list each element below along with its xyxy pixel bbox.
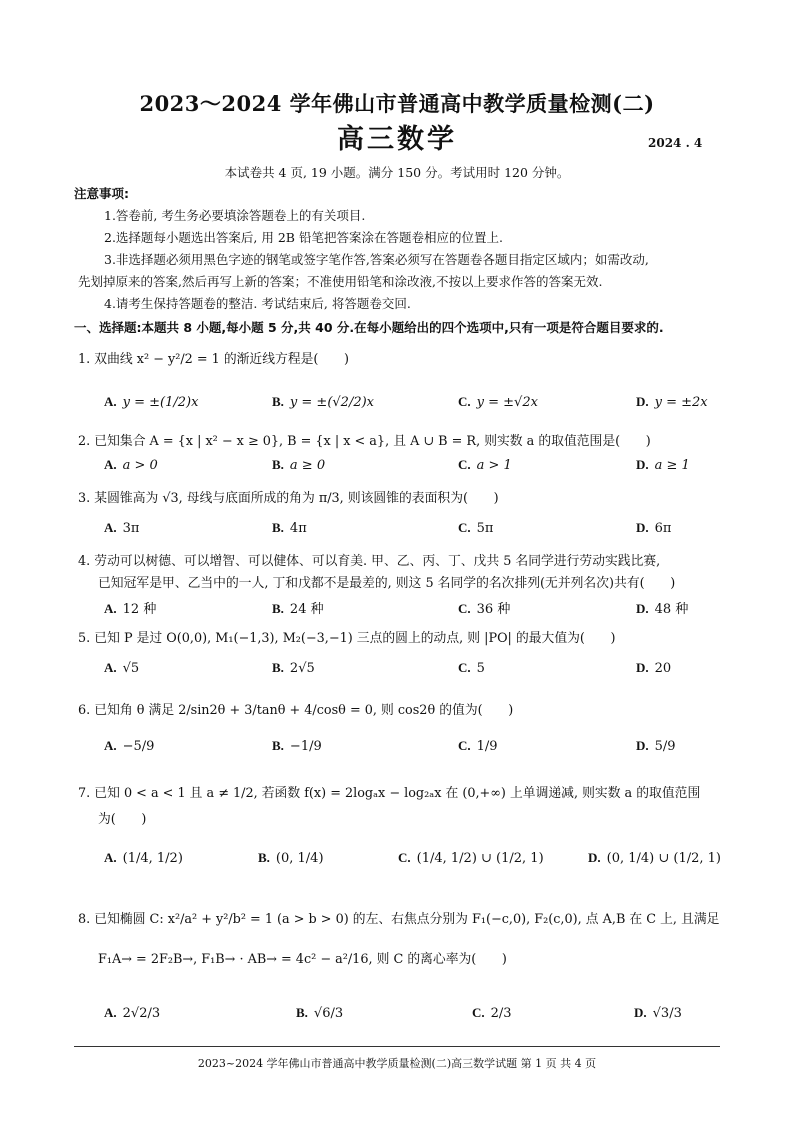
option-3b	[272, 520, 307, 536]
question-7	[78, 782, 700, 801]
note-2: 2.选择题每小题选出答案后, 用 2B 铅笔把答案涂在答题卷相应的位置上.	[104, 230, 503, 245]
option-label: D.	[588, 850, 601, 865]
option-label: B.	[272, 520, 284, 535]
note-3: 3.非选择题必须用黑色字迹的钢笔或签字笔作答,答案必须写在答题卷各题目指定区域内；如需改动,	[104, 252, 649, 267]
option-text: 5π	[476, 521, 494, 536]
option-label: C.	[458, 394, 471, 409]
option-8a	[104, 1005, 160, 1021]
option-text: y = ±(√2/2)x	[289, 395, 374, 410]
question-4	[78, 550, 660, 569]
option-text: 48 种	[654, 602, 689, 617]
option-label: C.	[458, 520, 471, 535]
option-text: −1/9	[289, 739, 322, 754]
question-text: 劳动可以树德、可以增智、可以健体、可以育美. 甲、乙、丙、丁、戊共 5 名同学进行劳动实践比赛,	[94, 554, 661, 569]
question-number: 6.	[78, 703, 91, 718]
option-label: B.	[272, 601, 284, 616]
option-text: 12 种	[122, 602, 157, 617]
question-5	[78, 627, 616, 646]
option-text: y = ±(1/2)x	[122, 395, 199, 410]
option-label: B.	[272, 394, 284, 409]
option-5d	[636, 660, 671, 676]
option-text: 2/3	[490, 1006, 512, 1021]
option-label: D.	[636, 601, 649, 616]
option-text: 4π	[289, 521, 307, 536]
option-text: (0, 1/4)	[275, 851, 324, 866]
option-label: A.	[104, 850, 117, 865]
page-footer: 2023~2024 学年佛山市普通高中教学质量检测(二)高三数学试题 第 1 页 共 4 页	[197, 1057, 597, 1070]
option-text: 6π	[654, 521, 672, 536]
option-7a	[104, 850, 183, 866]
exam-title: 2023～2024 学年佛山市普通高中教学质量检测(二)	[139, 91, 655, 116]
question-text: 已知集合 A = {x | x² − x ≥ 0}, B = {x | x < a}, 且 A ∪ B = R, 则实数 a 的取值范围是( )	[94, 434, 651, 449]
option-label: C.	[458, 601, 471, 616]
question-text: 已知角 θ 满足 2/sin2θ + 3/tanθ + 4/cosθ = 0, 则 cos2θ 的值为( )	[94, 703, 514, 718]
question-text: 已知 0 < a < 1 且 a ≠ 1/2, 若函数 f(x) = 2logₐx − log₂ₐx 在 (0,+∞) 上单调递减, 则实数 a 的取值范围	[94, 786, 701, 801]
option-text: (1/4, 1/2) ∪ (1/2, 1)	[416, 851, 544, 866]
question-8	[78, 908, 719, 927]
option-8d	[634, 1005, 682, 1021]
question-number: 5.	[78, 631, 91, 646]
option-4b	[272, 598, 324, 617]
notes-heading: 注意事项:	[74, 186, 129, 201]
option-7b	[258, 850, 324, 866]
option-3c	[458, 520, 493, 536]
option-5a	[104, 660, 139, 676]
exam-intro: 本试卷共 4 页, 19 小题。满分 150 分。考试用时 120 分钟。	[224, 165, 570, 180]
option-7c	[398, 850, 544, 866]
option-text: √5	[122, 661, 140, 676]
footer-divider	[74, 1046, 720, 1047]
option-text: y = ±2x	[654, 395, 708, 410]
option-label: C.	[398, 850, 411, 865]
option-1b	[272, 394, 374, 410]
question-text: 某圆锥高为 √3, 母线与底面所成的角为 π/3, 则该圆锥的表面积为( )	[94, 491, 499, 506]
option-label: D.	[636, 394, 649, 409]
question-number: 2.	[78, 434, 91, 449]
option-label: B.	[258, 850, 270, 865]
question-text: 双曲线 x² − y²/2 = 1 的渐近线方程是( )	[94, 352, 349, 367]
option-text: √6/3	[313, 1006, 344, 1021]
option-3d	[636, 520, 671, 536]
question-number: 8.	[78, 912, 91, 927]
option-label: A.	[104, 520, 117, 535]
option-6c	[458, 738, 498, 754]
option-1a	[104, 394, 198, 410]
question-number: 4.	[78, 554, 91, 569]
option-text: a > 0	[122, 458, 158, 473]
option-text: 1/9	[476, 739, 498, 754]
question-3	[78, 487, 499, 506]
question-8-cont: F₁A→ = 2F₂B→, F₁B→ · AB→ = 4c² − a²/16, 则 C 的离心率为( )	[98, 952, 507, 967]
question-4-cont: 已知冠军是甲、乙当中的一人, 丁和戊都不是最差的, 则这 5 名同学的名次排列(无并列名次)共有( )	[98, 576, 676, 591]
question-text: 已知 P 是过 O(0,0), M₁(−1,3), M₂(−3,−1) 三点的圆上的动点, 则 |PO| 的最大值为( )	[94, 631, 616, 646]
option-2d	[636, 457, 690, 473]
question-text: 已知椭圆 C: x²/a² + y²/b² = 1 (a > b > 0) 的左、右焦点分别为 F₁(−c,0), F₂(c,0), 点 A,B 在 C 上, 且满足	[94, 912, 720, 927]
option-4a	[104, 598, 156, 617]
note-1: 1.答卷前, 考生务必要填涂答题卷上的有关项目.	[104, 208, 366, 223]
option-label: C.	[458, 660, 471, 675]
option-label: A.	[104, 601, 117, 616]
exam-subject: 高三数学	[337, 124, 457, 155]
option-label: D.	[636, 520, 649, 535]
option-5b	[272, 660, 315, 676]
option-label: C.	[472, 1005, 485, 1020]
option-4c	[458, 598, 510, 617]
option-2b	[272, 457, 325, 473]
note-4: 4.请考生保持答题卷的整洁. 考试结束后, 将答题卷交回.	[104, 296, 411, 311]
option-label: B.	[272, 738, 284, 753]
option-label: A.	[104, 457, 117, 472]
option-text: 5	[476, 661, 485, 676]
option-label: A.	[104, 738, 117, 753]
option-text: 2√5	[289, 661, 315, 676]
option-8c	[472, 1005, 512, 1021]
option-7d	[588, 850, 721, 866]
option-text: a ≥ 1	[654, 458, 690, 473]
option-text: a ≥ 0	[289, 458, 326, 473]
option-text: 20	[654, 661, 672, 676]
option-8b	[296, 1005, 343, 1021]
question-2	[78, 430, 651, 449]
question-7-cont: 为( )	[98, 812, 147, 827]
option-label: A.	[104, 394, 117, 409]
option-label: D.	[636, 457, 649, 472]
option-4d	[636, 598, 688, 617]
option-text: √3/3	[652, 1006, 682, 1021]
option-label: A.	[104, 660, 117, 675]
option-text: −5/9	[122, 739, 155, 754]
option-text: 2√2/3	[122, 1006, 161, 1021]
option-3a	[104, 520, 139, 536]
section-1-heading: 一、选择题:本题共 8 小题,每小题 5 分,共 40 分.在每小题给出的四个选项中,只有一项是符合题目要求的.	[74, 320, 664, 335]
option-2a	[104, 457, 158, 473]
exam-date: 2024 . 4	[648, 136, 703, 150]
question-1	[78, 348, 349, 367]
option-text: 24 种	[289, 602, 324, 617]
question-6	[78, 699, 513, 718]
option-label: D.	[634, 1005, 647, 1020]
option-label: A.	[104, 1005, 117, 1020]
option-text: 5/9	[654, 739, 676, 754]
option-6b	[272, 738, 322, 754]
option-text: a > 1	[476, 458, 512, 473]
option-text: y = ±√2x	[476, 395, 538, 410]
option-6d	[636, 738, 676, 754]
option-label: B.	[296, 1005, 308, 1020]
option-1c	[458, 394, 538, 410]
question-number: 3.	[78, 491, 91, 506]
option-text: 3π	[122, 521, 140, 536]
question-number: 7.	[78, 786, 91, 801]
option-5c	[458, 660, 485, 676]
option-6a	[104, 738, 154, 754]
option-2c	[458, 457, 512, 473]
option-label: D.	[636, 660, 649, 675]
option-label: C.	[458, 738, 471, 753]
note-3-cont: 先划掉原来的答案,然后再写上新的答案；不准使用铅笔和涂改液,不按以上要求作答的答案无效.	[78, 274, 603, 289]
option-text: 36 种	[476, 602, 511, 617]
option-label: D.	[636, 738, 649, 753]
option-1d	[636, 394, 708, 410]
option-text: (1/4, 1/2)	[122, 851, 183, 866]
option-text: (0, 1/4) ∪ (1/2, 1)	[606, 851, 721, 866]
option-label: C.	[458, 457, 471, 472]
option-label: B.	[272, 457, 284, 472]
question-number: 1.	[78, 352, 91, 367]
option-label: B.	[272, 660, 284, 675]
